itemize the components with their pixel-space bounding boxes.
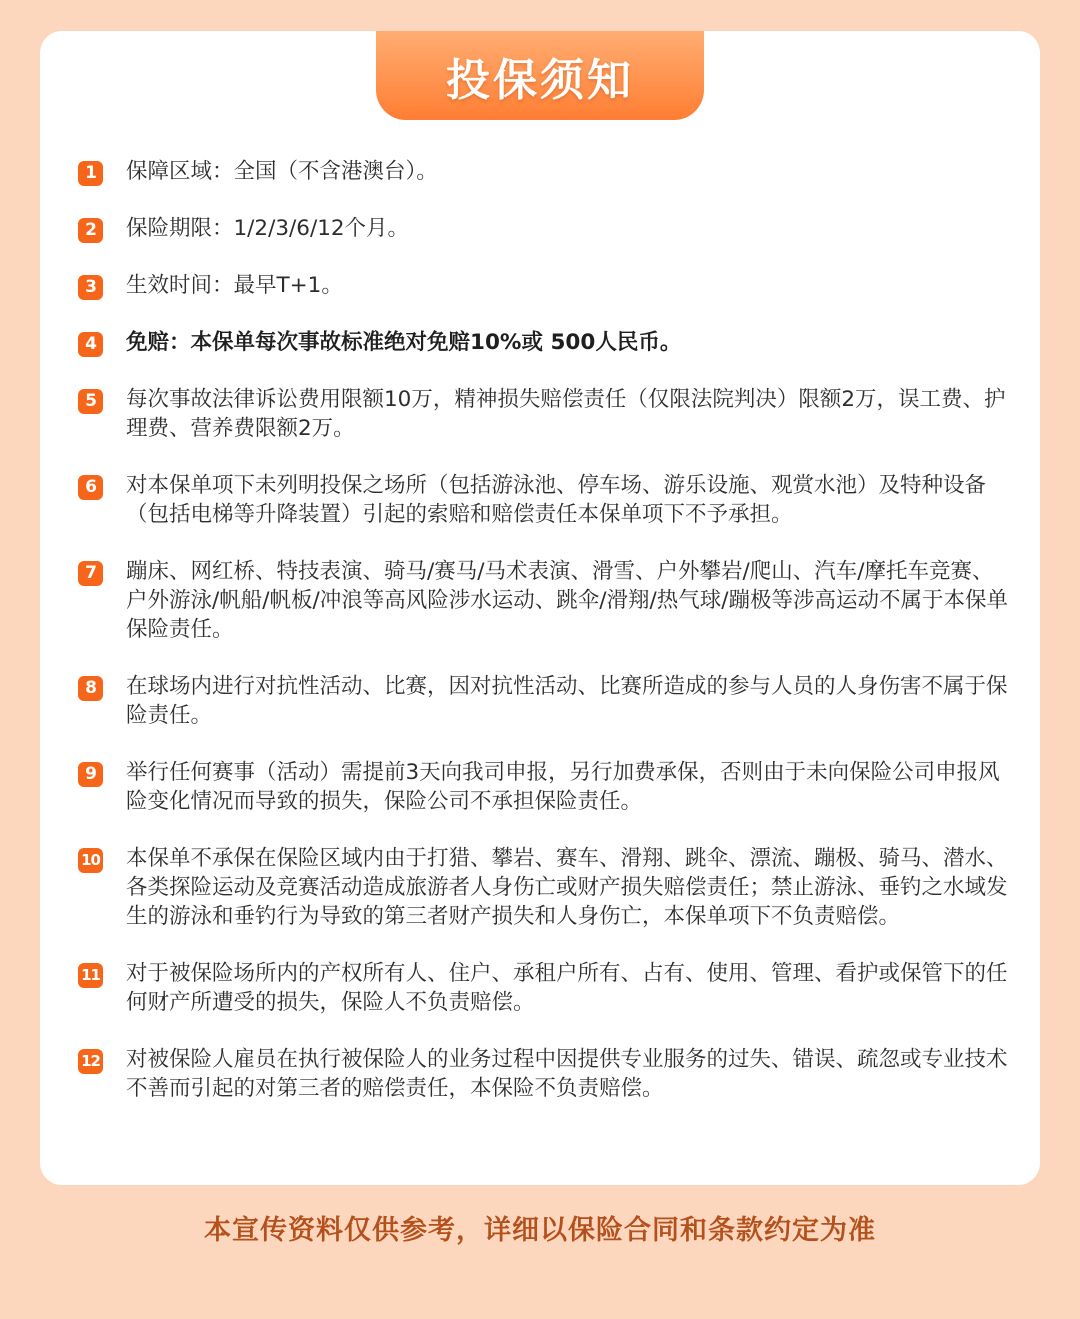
item-text: 保障区域：全国（不含港澳台）。	[126, 159, 438, 184]
item-text: 生效时间：最早T+1。	[126, 273, 343, 298]
item-text: 对于被保险场所内的产权所有人、住户、承租户所有、占有、使用、管理、看护或保管下的任何财产所遭受的损失，保险人不负责赔偿。	[126, 961, 1008, 1015]
list-item	[78, 328, 1008, 357]
item-text: 蹦床、网红桥、特技表演、骑马/赛马/马术表演、滑雪、户外攀岩/爬山、汽车/摩托车竞赛、户外游泳/帆船/帆板/冲浪等高风险涉水运动、跳伞/滑翔/热气球/蹦极等涉高运动不属于本保单保险责任。	[126, 559, 1008, 642]
list-item	[78, 157, 1008, 186]
item-number-badge: 4	[78, 332, 103, 357]
item-number-badge: 5	[78, 389, 103, 414]
item-number-badge: 10	[78, 848, 103, 873]
list-item	[78, 271, 1008, 300]
item-text: 在球场内进行对抗性活动、比赛，因对抗性活动、比赛所造成的参与人员的人身伤害不属于保险责任。	[126, 674, 1008, 728]
item-text: 本保单不承保在保险区域内由于打猎、攀岩、赛车、滑翔、跳伞、漂流、蹦极、骑马、潜水、各类探险运动及竞赛活动造成旅游者人身伤亡或财产损失赔偿责任；禁止游泳、垂钓之水域发生的游泳和垂钓行为导致的第三者财产损失和人身伤亡，本保单项下不负责赔偿。	[126, 846, 1008, 929]
list-item	[78, 844, 1008, 931]
item-text: 对本保单项下未列明投保之场所（包括游泳池、停车场、游乐设施、观赏水池）及特种设备（包括电梯等升降装置）引起的索赔和赔偿责任本保单项下不予承担。	[126, 473, 987, 527]
list-item	[78, 758, 1008, 816]
item-number-badge: 7	[78, 561, 103, 586]
item-text: 对被保险人雇员在执行被保险人的业务过程中因提供专业服务的过失、错误、疏忽或专业技术不善而引起的对第三者的赔偿责任，本保险不负责赔偿。	[126, 1047, 1008, 1101]
list-item	[78, 1045, 1008, 1103]
item-number-badge: 9	[78, 762, 103, 787]
list-item	[78, 557, 1008, 644]
item-text: 举行任何赛事（活动）需提前3天向我司申报，另行加费承保，否则由于未向保险公司申报风险变化情况而导致的损失，保险公司不承担保险责任。	[126, 760, 1000, 814]
notice-card	[40, 31, 1040, 1185]
item-number-badge: 1	[78, 161, 103, 186]
item-number-badge: 11	[78, 963, 103, 988]
item-number-badge: 3	[78, 275, 103, 300]
disclaimer-footer: 本宣传资料仅供参考，详细以保险合同和条款约定为准	[204, 1215, 876, 1246]
notice-list	[78, 157, 1008, 1131]
title-banner	[376, 31, 704, 120]
item-number-badge: 6	[78, 475, 103, 500]
item-number-badge: 12	[78, 1049, 103, 1074]
item-number-badge: 2	[78, 218, 103, 243]
list-item	[78, 672, 1008, 730]
list-item	[78, 471, 1008, 529]
item-text: 每次事故法律诉讼费用限额10万，精神损失赔偿责任（仅限法院判决）限额2万，误工费、护理费、营养费限额2万。	[126, 387, 1006, 441]
list-item	[78, 385, 1008, 443]
list-item	[78, 959, 1008, 1017]
page-title: 投保须知	[446, 54, 634, 106]
item-text: 保险期限：1/2/3/6/12个月。	[126, 216, 410, 241]
item-text-deductible: 免赔：本保单每次事故标准绝对免赔10%或 500人民币。	[126, 330, 682, 355]
list-item	[78, 214, 1008, 243]
item-number-badge: 8	[78, 676, 103, 701]
